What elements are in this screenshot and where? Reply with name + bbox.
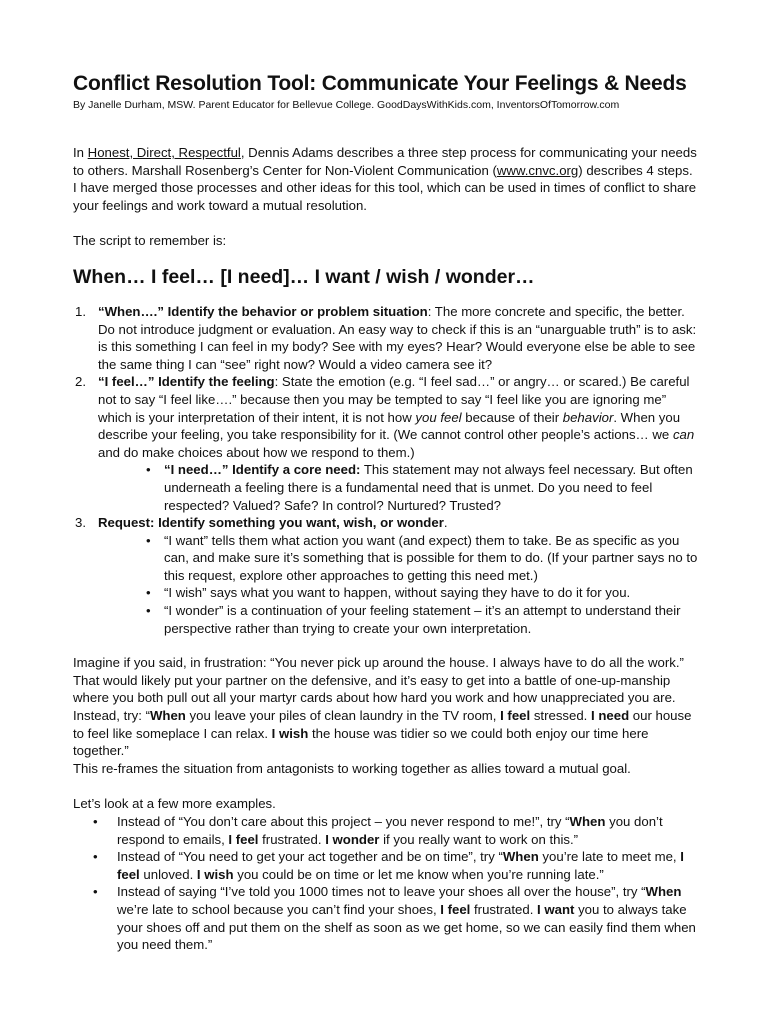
bullet-icon: • — [93, 814, 98, 829]
step-number: 3. — [75, 515, 86, 531]
script-heading: When… I feel… [I need]… I want / wish / wonder… — [73, 265, 535, 288]
examples-intro: Let’s look at a few more examples. — [73, 796, 276, 812]
imagine-paragraph: Imagine if you said, in frustration: “You never pick up around the house. I always have to do all the work.” That would likely put your partner on the defensive, and it’s easy to get into a battle of one-up-manship where you both pull out all your martyr cards about how hard you work and how unappreciated you are. Instead, try: “When you leave your piles of clean laundry in the TV room, I feel stressed. I need our house to feel like someplace I can relax. I wish the house was tidier so we could both enjoy our time here together.” — [73, 655, 692, 759]
need-sublist — [98, 461, 698, 514]
list-item: • “I need…” Identify a core need: This statement may not always feel necessary. But often underneath a feeling there is a fundamental need that is unmet. Do you need to feel respected? Valued? Safe? In control? Nurtured? Trusted? — [146, 462, 693, 513]
step-2: 2. “I feel…” Identify the feeling: State the emotion (e.g. “I feel sad…” or angry… or scared.) Be careful not to say “I feel like….” because then you may be tempted to say “I feel like you are ignoring me” which is your interpretation of their intent, it is not how you feel because of their behavior. When you describe your feeling, you take responsibility for it. (We cannot control other people’s actions… we can and do make choices about how we respond to them.) • “I need…” Identify a core need: This statement may not always feel necessary. But often underneath a feeling there is a fundamental need that is unmet. Do you need to feel respected? Valued? Safe? In control? Nurtured? Trusted? — [73, 373, 698, 514]
document-body — [73, 144, 698, 954]
list-item: • Instead of saying “I’ve told you 1000 times not to leave your shoes all over the house”, try “When we’re late to school because you can’t find your shoes, I feel frustrated. I want you to always take your shoes off and put them on the shelf as soon as we get home, so we can easily find them when you need them.” — [93, 884, 696, 953]
list-item: • Instead of “You need to get your act together and be on time”, try “When you’re late to meet me, I feel unloved. I wish you could be on time or let me know when you’re running late.” — [93, 849, 684, 882]
bullet-icon: • — [93, 849, 98, 865]
intro-paragraph: In Honest, Direct, Respectful, Dennis Adams describes a three step process for communicating your needs to others. Marshall Rosenberg’s Center for Non-Violent Communication (www.cnvc.org) describes 4 steps. I have merged those processes and other ideas for this tool, which can be used in times of conflict to share your feelings and work toward a mutual resolution. — [73, 145, 697, 213]
bullet-icon: • — [146, 585, 151, 601]
examples-list — [73, 813, 698, 954]
request-sublist — [98, 532, 698, 638]
list-item: • “I want” tells them what action you want (and expect) them to take. Be as specific as you can, and make sure it’s something that is possible for them to do. (If your partner says no to this request, explore other approaches to getting this need met.) — [146, 532, 698, 583]
list-item: • “I wonder” is a continuation of your feeling statement – it’s an attempt to understand their perspective rather than trying to create your own interpretation. — [146, 603, 681, 636]
reframe-paragraph: This re-frames the situation from antagonists to working together as allies toward a mutual goal. — [73, 760, 631, 776]
bullet-icon: • — [146, 603, 151, 619]
list-item: • “I wish” says what you want to happen, without saying they have to do it for you. — [146, 585, 631, 601]
author-byline: By Janelle Durham, MSW. Parent Educator for Bellevue College. GoodDaysWithKids.com, InventorsOfTomorrow.com — [73, 99, 620, 111]
document-title: Conflict Resolution Tool: Communicate Your Feelings & Needs — [73, 72, 687, 95]
book-title: Honest, Direct, Respectful — [87, 145, 241, 160]
step-3: 3. Request: Identify something you want, wish, or wonder. • “I want” tells them what action you want (and expect) them to take. Be as specific as you can, and make sure it’s something that is possible for them to do. (If your partner says no to this request, explore other approaches to getting this need met.) • “I wish” says what you want to happen, without saying they have to do it for you. • “I wonder” is a continuation of your feeling statement – it’s an attempt to understand their perspective rather than trying to create your own interpretation. — [75, 515, 698, 636]
step-number: 1. — [75, 303, 86, 319]
cnvc-link[interactable]: www.cnvc.org — [496, 162, 579, 178]
script-intro: The script to remember is: — [73, 233, 227, 249]
step-1: 1. “When….” Identify the behavior or problem situation: The more concrete and specific, the better. Do not introduce judgment or evaluation. An easy way to check if this is an “unarguable truth” is to ask: is this something I can feel in my body? See with my eyes? Hear? Would everyone else be able to see the same thing I can “see” right now? Would a video camera see it? — [75, 303, 697, 372]
steps-list — [73, 303, 698, 637]
bullet-icon: • — [93, 884, 98, 900]
bullet-icon: • — [146, 462, 151, 478]
bullet-icon: • — [146, 532, 151, 548]
step-number: 2. — [75, 374, 86, 390]
list-item: • Instead of “You don’t care about this project – you never respond to me!”, try “When you don’t respond to emails, I feel frustrated. I wonder if you really want to work on this.” — [93, 814, 663, 847]
